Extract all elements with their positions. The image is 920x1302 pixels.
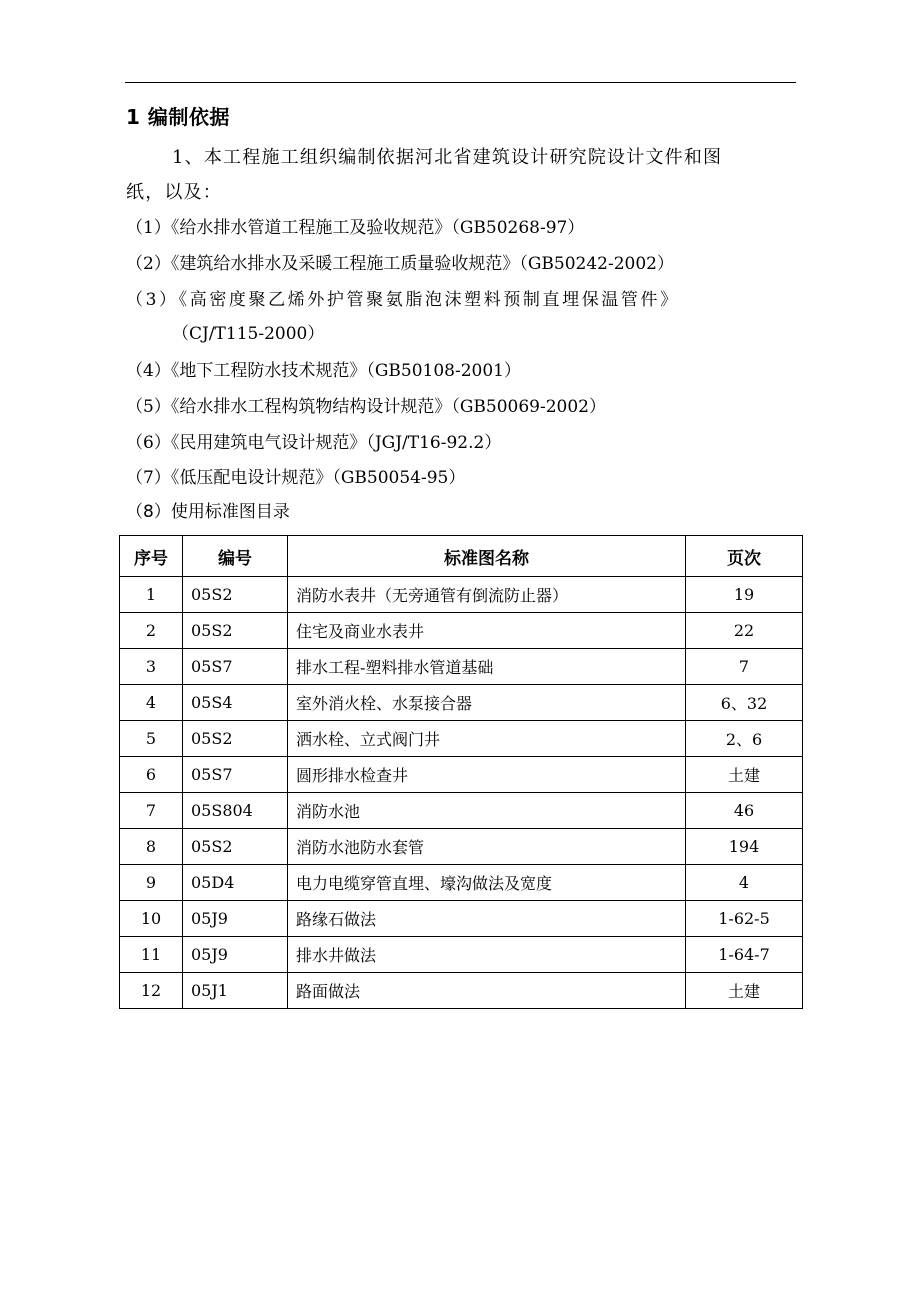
cell-seq: 10 (120, 901, 183, 937)
cell-code: 05S2 (183, 721, 288, 757)
cell-code: 05D4 (183, 865, 288, 901)
cell-name: 圆形排水检查井 (288, 757, 686, 793)
cell-code: 05J9 (183, 937, 288, 973)
cell-seq: 8 (120, 829, 183, 865)
reference-item-7: （7）《低压配电设计规范》（GB50054-95） (126, 468, 466, 488)
cell-seq: 4 (120, 685, 183, 721)
cell-name: 路面做法 (288, 973, 686, 1009)
cell-code: 05J9 (183, 901, 288, 937)
cell-code: 05S2 (183, 577, 288, 613)
table-header-row (120, 536, 803, 577)
reference-item-4: （4）《地下工程防水技术规范》（GB50108-2001） (126, 361, 521, 381)
reference-item-6: （6）《民用建筑电气设计规范》（JGJ/T16-92.2） (126, 433, 502, 453)
intro-line-1: 1、本工程施工组织编制依据河北省建筑设计研究院设计文件和图 (172, 147, 723, 168)
cell-name: 电力电缆穿管直埋、壕沟做法及宽度 (288, 865, 686, 901)
table-row (120, 613, 803, 649)
cell-seq: 2 (120, 613, 183, 649)
cell-page: 土建 (686, 757, 803, 793)
reference-item-8: （8）使用标准图目录 (126, 502, 290, 522)
cell-code: 05S2 (183, 829, 288, 865)
cell-page: 土建 (686, 973, 803, 1009)
table-row (120, 793, 803, 829)
cell-page: 7 (686, 649, 803, 685)
cell-seq: 6 (120, 757, 183, 793)
cell-code: 05S7 (183, 757, 288, 793)
reference-item-5: （5）《给水排水工程构筑物结构设计规范》（GB50069-2002） (126, 397, 606, 417)
table-row (120, 829, 803, 865)
cell-name: 路缘石做法 (288, 901, 686, 937)
header-name: 标准图名称 (288, 536, 686, 577)
cell-page: 2、6 (686, 721, 803, 757)
cell-code: 05S804 (183, 793, 288, 829)
cell-code: 05J1 (183, 973, 288, 1009)
table-row (120, 973, 803, 1009)
cell-code: 05S2 (183, 613, 288, 649)
cell-seq: 11 (120, 937, 183, 973)
table-row (120, 649, 803, 685)
cell-seq: 9 (120, 865, 183, 901)
reference-item-3-code: （CJ/T115-2000） (172, 324, 325, 344)
section-title: 1 编制依据 (126, 105, 230, 129)
cell-name: 室外消火栓、水泵接合器 (288, 685, 686, 721)
cell-page: 1-62-5 (686, 901, 803, 937)
header-page: 页次 (686, 536, 803, 577)
cell-page: 6、32 (686, 685, 803, 721)
cell-page: 46 (686, 793, 803, 829)
header-rule (125, 82, 796, 83)
cell-page: 194 (686, 829, 803, 865)
header-code: 编号 (183, 536, 288, 577)
table-row (120, 865, 803, 901)
table-row (120, 757, 803, 793)
cell-seq: 7 (120, 793, 183, 829)
intro-line-2: 纸，以及： (126, 182, 222, 203)
table-row (120, 721, 803, 757)
header-seq: 序号 (120, 536, 183, 577)
table-row (120, 901, 803, 937)
cell-page: 4 (686, 865, 803, 901)
cell-page: 22 (686, 613, 803, 649)
table-row (120, 937, 803, 973)
cell-name: 排水工程-塑料排水管道基础 (288, 649, 686, 685)
cell-page: 1-64-7 (686, 937, 803, 973)
cell-code: 05S7 (183, 649, 288, 685)
cell-code: 05S4 (183, 685, 288, 721)
cell-name: 消防水池防水套管 (288, 829, 686, 865)
cell-name: 洒水栓、立式阀门井 (288, 721, 686, 757)
cell-page: 19 (686, 577, 803, 613)
reference-item-1: （1）《给水排水管道工程施工及验收规范》（GB50268-97） (126, 218, 585, 238)
cell-seq: 12 (120, 973, 183, 1009)
cell-name: 排水井做法 (288, 937, 686, 973)
table-row (120, 685, 803, 721)
cell-name: 住宅及商业水表井 (288, 613, 686, 649)
cell-name: 消防水池 (288, 793, 686, 829)
reference-item-3: （3）《高密度聚乙烯外护管聚氨脂泡沫塑料预制直埋保温管件》 (126, 290, 680, 310)
cell-seq: 3 (120, 649, 183, 685)
standard-drawings-table (119, 535, 803, 1009)
cell-seq: 1 (120, 577, 183, 613)
cell-seq: 5 (120, 721, 183, 757)
cell-name: 消防水表井（无旁通管有倒流防止器） (288, 577, 686, 613)
table-row (120, 577, 803, 613)
reference-item-2: （2）《建筑给水排水及采暖工程施工质量验收规范》（GB50242-2002） (126, 254, 674, 274)
